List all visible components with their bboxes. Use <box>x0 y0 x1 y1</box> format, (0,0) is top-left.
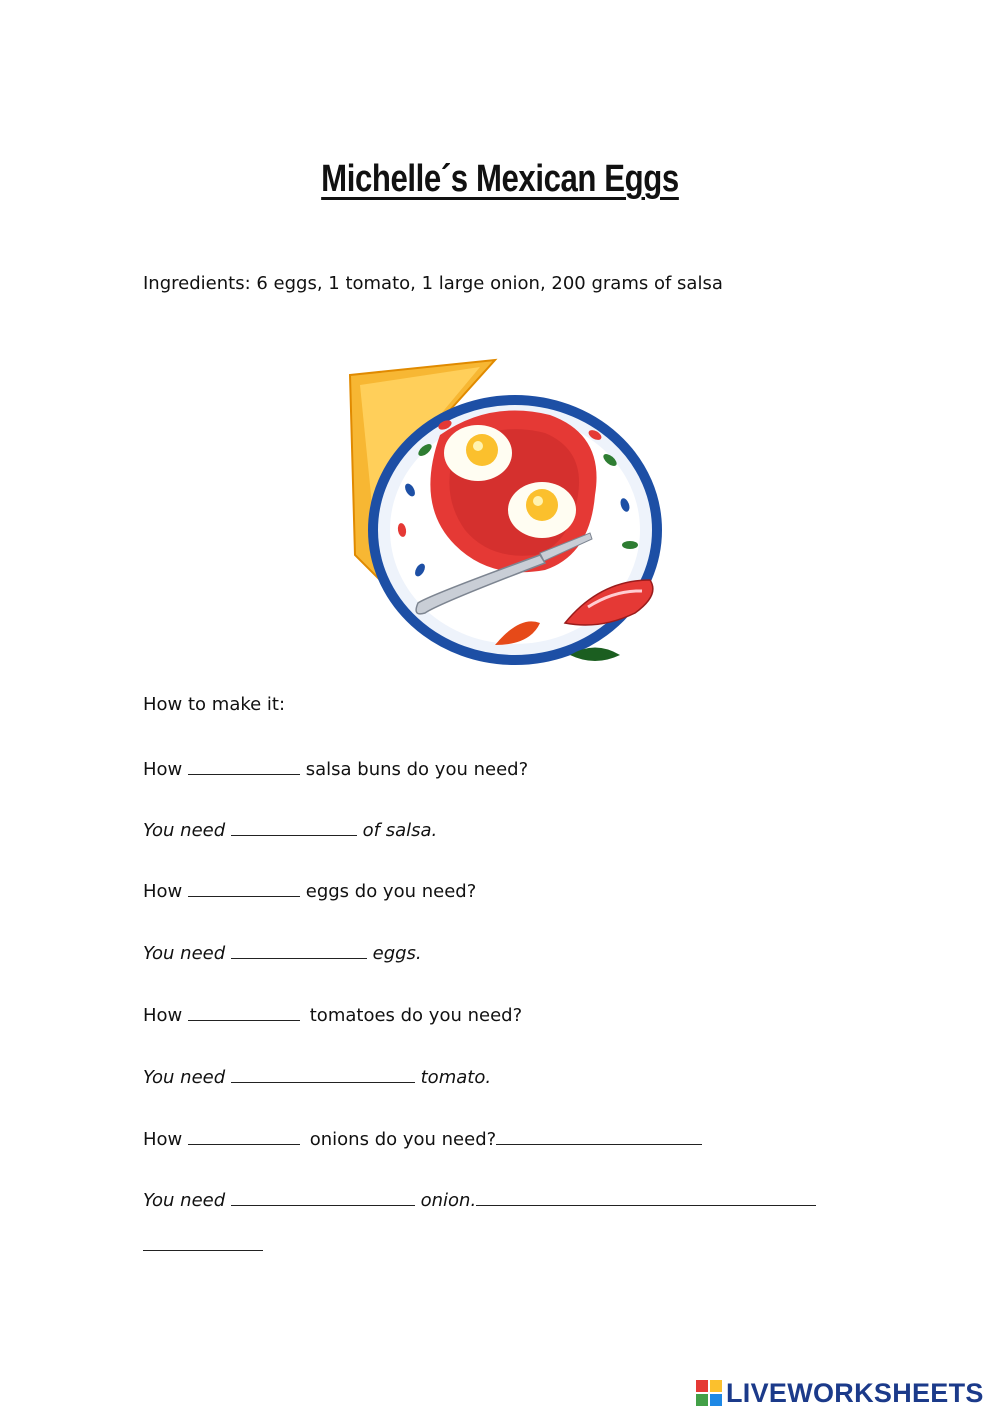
answer-blank[interactable] <box>231 1187 415 1206</box>
trailing-answer-blank[interactable] <box>143 1250 263 1251</box>
question-text-end: eggs do you need? <box>305 881 477 902</box>
extra-answer-blank[interactable] <box>496 1126 702 1145</box>
answer-text-end: eggs. <box>372 943 422 964</box>
question-text-start: How <box>143 1005 183 1026</box>
answer-text-start: You need <box>143 1190 226 1211</box>
answer-blank[interactable] <box>188 1002 300 1021</box>
liveworksheets-mark-icon <box>696 1380 722 1406</box>
question-text-end: tomatoes do you need? <box>309 1005 523 1026</box>
liveworksheets-logo <box>696 1377 984 1409</box>
mexican-eggs-plate-illustration <box>330 355 670 675</box>
answer-blank[interactable] <box>231 940 367 959</box>
answer-eggs <box>143 940 422 966</box>
answer-text-end: of salsa. <box>362 820 438 841</box>
extra-answer-blank[interactable] <box>476 1187 816 1206</box>
question-text-start: How <box>143 1129 183 1150</box>
ingredients-line: Ingredients: 6 eggs, 1 tomato, 1 large onion, 200 grams of salsa <box>143 273 723 294</box>
question-text-start: How <box>143 881 183 902</box>
answer-blank[interactable] <box>188 878 300 897</box>
question-text-end: onions do you need? <box>309 1129 497 1150</box>
question-tomatoes <box>143 1002 522 1028</box>
answer-text-start: You need <box>143 1067 226 1088</box>
answer-text-end: onion. <box>420 1190 477 1211</box>
page-title <box>90 158 910 201</box>
question-text-end: salsa buns do you need? <box>305 759 529 780</box>
answer-onions <box>143 1187 816 1213</box>
answer-salsa <box>143 817 437 843</box>
logo-text: LIVEWORKSHEETS <box>726 1377 984 1408</box>
answer-blank[interactable] <box>231 1064 415 1083</box>
title-text: Michelle´s Mexican Eggs <box>321 158 679 200</box>
how-to-heading: How to make it: <box>143 694 286 715</box>
question-text-start: How <box>143 759 183 780</box>
question-onions <box>143 1126 702 1152</box>
answer-text-end: tomato. <box>420 1067 492 1088</box>
answer-tomatoes <box>143 1064 491 1090</box>
answer-blank[interactable] <box>188 1126 300 1145</box>
answer-text-start: You need <box>143 820 226 841</box>
answer-blank[interactable] <box>231 817 357 836</box>
question-eggs <box>143 878 476 904</box>
question-salsa <box>143 756 528 782</box>
answer-text-start: You need <box>143 943 226 964</box>
answer-blank[interactable] <box>188 756 300 775</box>
